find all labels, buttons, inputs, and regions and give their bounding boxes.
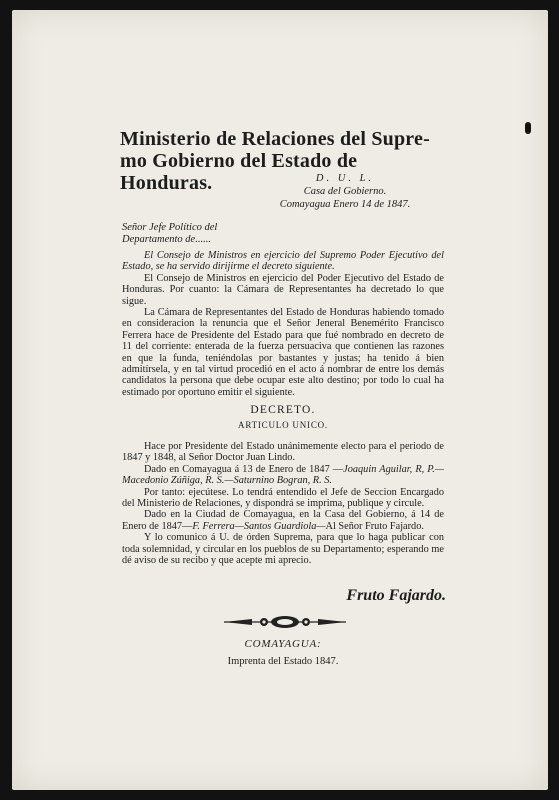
dado-ciudad-text: Dado en la Ciudad de Comayagua, en la Casa del Gobierno, á 14 de Enero de 1847—: [122, 509, 444, 532]
dado-text: Dado en Comayagua á 13 de Enero de 1847 —: [144, 463, 344, 475]
dado-paragraph: [122, 464, 444, 487]
paragraph-1: El Consejo de Ministros en ejercicio del Poder Ejecutivo del Estado de Honduras. Por cuanto: la Cámara de Representantes ha decretado lo que sigue.: [122, 272, 444, 307]
dado-ciudad-paragraph: [122, 509, 444, 532]
printer-line: Imprenta del Estado 1847.: [227, 656, 339, 667]
por-tanto-paragraph: Por tanto: ejecútese. Lo tendrá entendido el Jefe de Seccion Encargado del Ministerio de Relaciones, y dispondrá se imprima, publique y circule.: [122, 486, 444, 510]
dado-ciudad-end: Al Señor Fruto Fajardo.: [325, 520, 424, 532]
articulo-heading: ARTICULO UNICO.: [238, 420, 328, 430]
title-line-2: mo Gobierno del Estado de Honduras.: [120, 150, 358, 194]
article-text: Hace por Presidente del Estado unánimemente electo para el periodo de 1847 y 1848, al Señor Doctor Juan Lindo.: [122, 441, 444, 464]
decree-body: [122, 441, 444, 566]
city-heading: COMAYAGUA:: [244, 638, 322, 650]
addressee: [122, 222, 217, 246]
dado-signers: Joaquin Aguilar, R, P.—Macedonio Zúñiga, R. S.—Saturnino Bogran, R. S.: [122, 463, 445, 487]
addressee-line-2: Departamento de......: [122, 234, 211, 245]
document-title: [120, 128, 450, 194]
closing-paragraph: Y lo comunico á U. de órden Suprema, para que lo haga publicar con toda solemnidad, y circular en los pueblos de su Departamento; esperando me dé aviso de su recibo y que acepte mi aprecio.: [122, 532, 444, 567]
casa-del-gobierno: Casa del Gobierno.: [303, 186, 387, 197]
intro-paragraph: El Consejo de Ministros en ejercicio del Supremo Poder Ejecutivo del Estado, se ha servido dirijirme el decreto siguiente.: [122, 250, 444, 273]
paragraph-2: La Cámara de Representantes del Estado de Honduras habiendo tomado en consideracion la renuncia que el Señor Jeneral Benemérito Francisco Ferrera hace de Presidente del Estado para que fué nombrado en decreto de 11 del corriente: enterada de la fuerza persuaciva que contienen las razones en que la funda, teniéndolas por bastantes y justas; ha tenido á bien admitírsela, y en tal virtud procedió en el acto á nombrar de entre los demás candidatos la persona que debe ocupar este alto destino; por todo lo cual ha estimado por oportuno emitir el siguiente.: [122, 307, 444, 398]
addressee-line-1: Señor Jefe Político del: [122, 222, 218, 233]
dado-ciudad-signers: F. Ferrera—Santos Guardiola—: [192, 520, 326, 532]
dul-heading: D. U. L.: [315, 173, 375, 184]
signature: Fruto Fajardo.: [346, 587, 446, 604]
paper-sheet: [12, 10, 548, 790]
place-date: Comayagua Enero 14 de 1847.: [279, 199, 411, 210]
paper-tear: [525, 122, 531, 134]
body-text: [122, 250, 444, 398]
decreto-heading: DECRETO.: [250, 404, 316, 416]
ornament-divider-icon: [222, 614, 348, 630]
title-line-1: Ministerio de Relaciones del Supre-: [120, 128, 430, 150]
